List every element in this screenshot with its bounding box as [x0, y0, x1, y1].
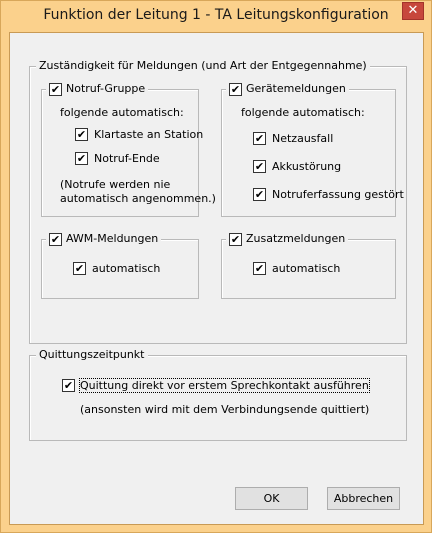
zusatzmeldungen-checkbox[interactable] — [229, 233, 242, 246]
close-button[interactable] — [402, 2, 424, 20]
notruf-subtitle: folgende automatisch: — [60, 106, 184, 119]
ok-button[interactable]: OK — [235, 487, 308, 510]
akkustoerung-checkbox[interactable] — [253, 160, 266, 173]
checkmark-icon: ✔ — [254, 262, 265, 275]
netzausfall-label: Netzausfall — [272, 132, 334, 145]
group-notruf — [41, 82, 216, 217]
title-bar[interactable] — [1, 1, 431, 33]
quittung-checkbox-label[interactable]: Quittung direkt vor erstem Sprechkontakt ausführen — [80, 379, 369, 392]
geraetemeldungen-label: Gerätemeldungen — [246, 82, 346, 95]
notruf-note-line1: (Notrufe werden nie — [60, 178, 171, 191]
quittung-note: (ansonsten wird mit dem Verbindungsende quittiert) — [80, 403, 370, 416]
cancel-button[interactable]: Abbrechen — [327, 487, 400, 510]
notruferfassung-checkbox[interactable] — [253, 188, 266, 201]
checkmark-icon: ✔ — [254, 132, 265, 145]
awm-meldungen-label: AWM-Meldungen — [66, 232, 159, 245]
checkmark-icon: ✔ — [74, 262, 85, 275]
zusatzmeldungen-label: Zusatzmeldungen — [246, 232, 346, 245]
klartaste-label: Klartaste an Station — [94, 128, 204, 141]
checkmark-icon: ✔ — [76, 152, 87, 165]
group-zustaendigkeit — [29, 59, 407, 344]
checkmark-icon: ✔ — [63, 379, 74, 392]
checkmark-icon: ✔ — [230, 233, 241, 246]
notruferfassung-label: Notruferfassung gestört — [272, 188, 404, 201]
checkmark-icon: ✔ — [76, 128, 87, 141]
awm-meldungen-checkbox[interactable] — [49, 233, 62, 246]
dialog-client-area — [9, 32, 424, 525]
close-icon: ✕ — [407, 3, 419, 18]
checkmark-icon: ✔ — [254, 160, 265, 173]
group-quittung-title: Quittungszeitpunkt — [36, 348, 148, 361]
netzausfall-checkbox[interactable] — [253, 132, 266, 145]
window-title: Funktion der Leitung 1 - TA Leitungskonfiguration — [43, 7, 389, 23]
geraete-subtitle: folgende automatisch: — [241, 106, 365, 119]
zusatz-automatisch-checkbox[interactable] — [253, 262, 266, 275]
notruf-gruppe-checkbox[interactable] — [49, 83, 62, 96]
group-awm — [41, 232, 199, 299]
notruf-ende-checkbox[interactable] — [75, 152, 88, 165]
group-zusatz — [221, 232, 396, 299]
notruf-ende-label: Notruf-Ende — [94, 152, 160, 165]
zusatz-automatisch-label: automatisch — [272, 262, 341, 275]
geraetemeldungen-checkbox[interactable] — [229, 83, 242, 96]
notruf-note-line2: automatisch angenommen.) — [60, 192, 216, 205]
klartaste-checkbox[interactable] — [75, 128, 88, 141]
quittung-checkbox[interactable] — [62, 379, 75, 392]
checkmark-icon: ✔ — [50, 83, 61, 96]
awm-automatisch-label: automatisch — [92, 262, 161, 275]
akkustoerung-label: Akkustörung — [272, 160, 342, 173]
checkmark-icon: ✔ — [230, 83, 241, 96]
group-zustaendigkeit-title: Zuständigkeit für Meldungen (und Art der Entgegennahme) — [36, 59, 370, 72]
awm-automatisch-checkbox[interactable] — [73, 262, 86, 275]
group-geraete — [221, 82, 404, 217]
notruf-gruppe-label: Notruf-Gruppe — [66, 82, 146, 95]
group-quittung — [29, 348, 407, 441]
checkmark-icon: ✔ — [50, 233, 61, 246]
checkmark-icon: ✔ — [254, 188, 265, 201]
